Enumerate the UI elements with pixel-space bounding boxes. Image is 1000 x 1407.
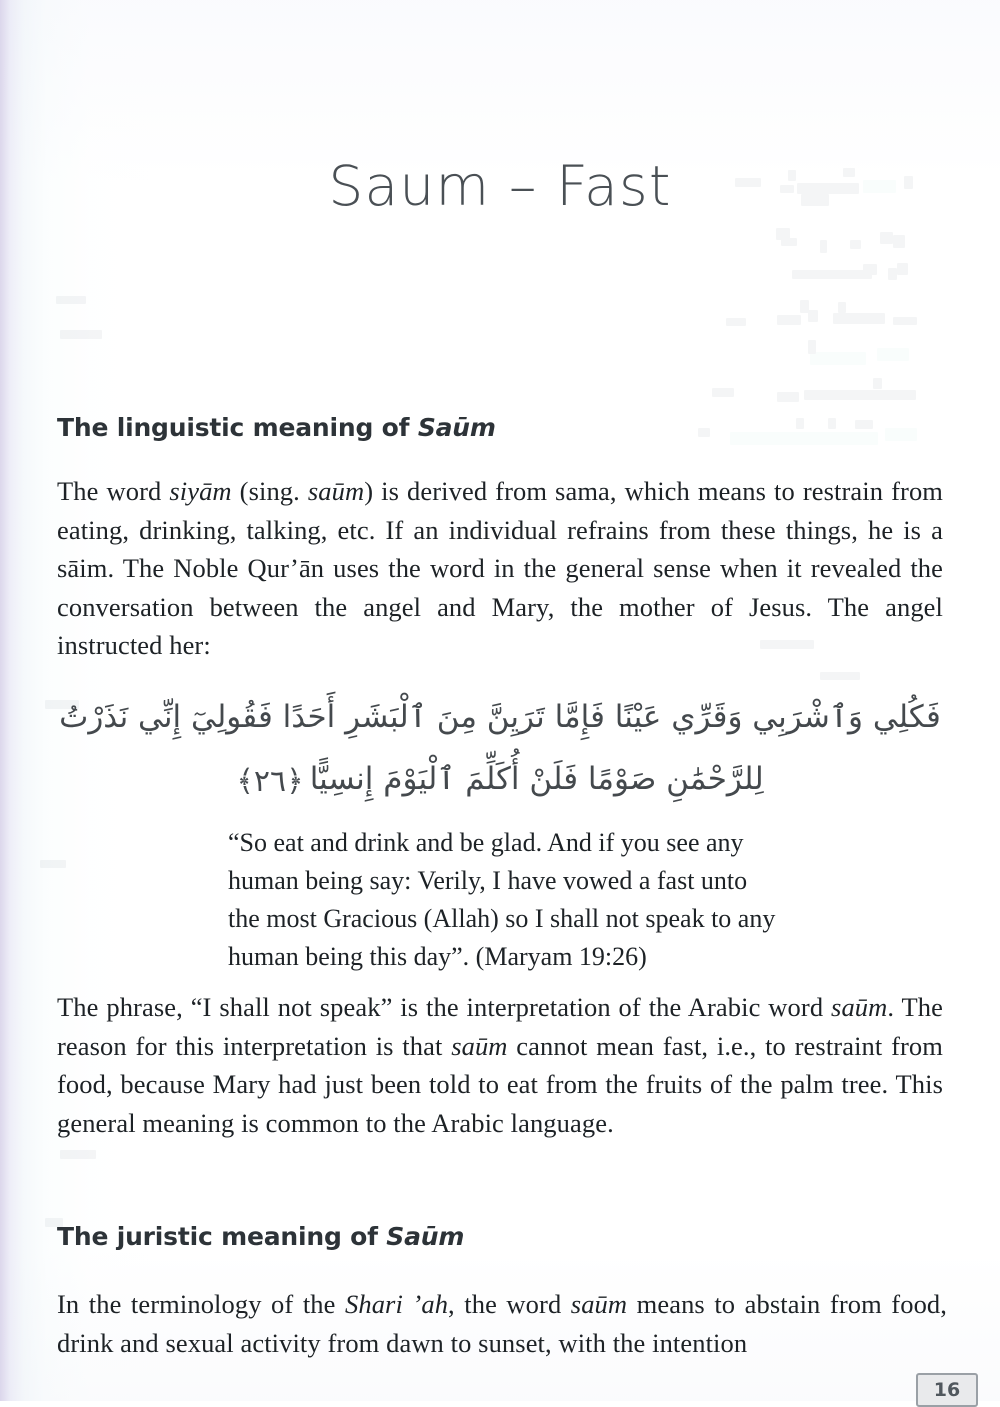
paragraph-phrase-interpretation [57,988,943,1142]
term-saum-4: saūm [570,1289,628,1319]
paragraph-juristic-part2: , the word [448,1289,571,1319]
arabic-verse-line-1: فَكُلِي وَٱشْرَبِي وَقَرِّي عَيْنًا فَإِمَّا تَرَيِنَّ مِنَ ٱلْبَشَرِ أَحَدًا فَقُولِيٓ إِنِّي نَذَرْتُ [59,699,941,735]
term-saum-2: saūm [831,992,888,1022]
paragraph-linguistic [57,472,943,665]
section-heading-linguistic-text: The linguistic meaning of [57,413,418,442]
quote-line-1: “So eat and drink and be glad. And if you see any [228,828,744,857]
section-heading-juristic-text: The juristic meaning of [57,1222,387,1251]
paragraph-linguistic-part2: (sing. [231,476,308,506]
arabic-verse-line-2-text: لِلرَّحْمَٰنِ صَوْمًا فَلَنْ أُكَلِّمَ ٱلْيَوْمَ إِنسِيًّا [309,761,764,797]
paragraph-linguistic-part3: ) is derived from sama, which means to restrain from eating, drinking, talking, etc. If an individual refrains from these things, he is a sāim. The Noble Qur’ān uses the word in the general sense when it revealed the conversation between the angel and Mary, the mother of Jesus. The angel instructed her: [57,476,944,660]
paragraph-phrase-part2: . The reason for this interpretation is that [57,992,943,1061]
paragraph-juristic-part1: In the terminology of the [57,1289,345,1319]
ayah-number-marker: ﴿٢٦﴾ [236,764,304,799]
section-heading-linguistic [57,413,496,442]
arabic-verse-line-2 [57,748,943,813]
quran-arabic-verse [57,686,943,813]
term-saum-3: saūm [451,1030,508,1061]
paragraph-phrase-part1: The phrase, “I shall not speak” is the interpretation of the Arabic word [57,992,832,1022]
term-saum-1: saūm [307,476,365,506]
quote-line-4-citation: human being this day”. (Maryam 19:26) [228,942,647,971]
section-heading-linguistic-term: Saūm [417,413,496,442]
paragraph-phrase-part3: cannot mean fast, i.e., to restraint from food, because Mary had just been told to eat from the fruits of the palm tree. This general meaning is common to the Arabic language. [57,1030,943,1138]
term-shariah: Shari ’ah [345,1289,449,1319]
quote-line-2: human being say: Verily, I have vowed a fast unto [228,866,748,895]
page-title: Saum – Fast [328,154,672,218]
paragraph-linguistic-part1: The word [57,476,170,506]
quote-line-3: the most Gracious (Allah) so I shall not speak to any [228,904,776,933]
section-heading-juristic [57,1222,464,1251]
page-number: 16 [916,1373,978,1407]
paragraph-juristic-part3: means to abstain from food, drink and sexual activity from dawn to sunset, with the intention [57,1289,947,1358]
term-siyam: siyām [169,476,232,506]
paragraph-juristic [57,1285,947,1362]
quran-translation-quote [228,824,818,976]
section-heading-juristic-term: Saūm [386,1222,465,1251]
